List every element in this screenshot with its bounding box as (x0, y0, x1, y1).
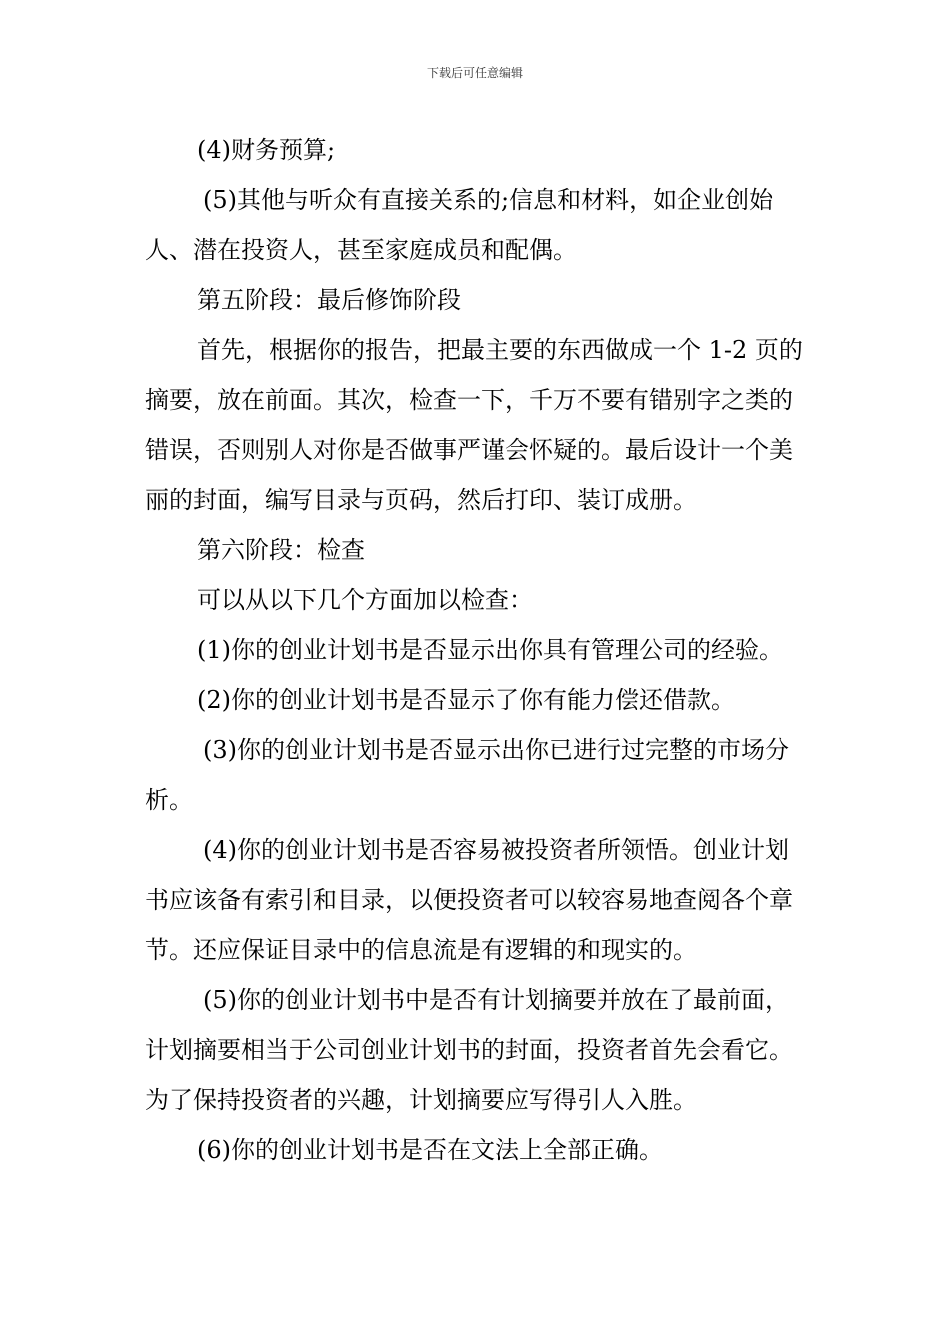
check-item-1: (1)你的创业计划书是否显示出你具有管理公司的经验。 (197, 636, 783, 664)
section-heading-stage-five: 第五阶段：最后修饰阶段 (197, 286, 461, 314)
paragraph-other-info: (5)其他与听众有直接关系的;信息和材料，如企业创始人、潜在投资人，甚至家庭成员和配偶。 (145, 186, 774, 264)
check-item-5: (5)你的创业计划书中是否有计划摘要并放在了最前面，计划摘要相当于公司创业计划书的封面，投资者首先会看它。为了保持投资者的兴趣，计划摘要应写得引人入胜。 (145, 986, 793, 1114)
section-heading-stage-six: 第六阶段：检查 (197, 536, 365, 564)
check-item-4: (4)你的创业计划书是否容易被投资者所领悟。创业计划书应该备有索引和目录，以便投资者可以较容易地查阅各个章节。还应保证目录中的信息流是有逻辑的和现实的。 (145, 836, 793, 964)
check-item-2: (2)你的创业计划书是否显示了你有能力偿还借款。 (197, 686, 735, 714)
check-item-3: (3)你的创业计划书是否显示出你已进行过完整的市场分析。 (145, 736, 789, 814)
paragraph-check-intro: 可以从以下几个方面加以检查： (197, 586, 533, 614)
paragraph-final-polish: 首先，根据你的报告，把最主要的东西做成一个 1-2 页的摘要，放在前面。其次，检查一下，千万不要有错别字之类的错误，否则别人对你是否做事严谨会怀疑的。最后设计一个美丽的封面，编写目录与页码，然后打印、装订成册。 (145, 336, 803, 514)
document-body (145, 125, 810, 1175)
page-header-note: 下载后可任意编辑 (426, 66, 523, 80)
paragraph-financial-budget: (4)财务预算; (197, 136, 336, 164)
check-item-6: (6)你的创业计划书是否在文法上全部正确。 (197, 1136, 663, 1164)
